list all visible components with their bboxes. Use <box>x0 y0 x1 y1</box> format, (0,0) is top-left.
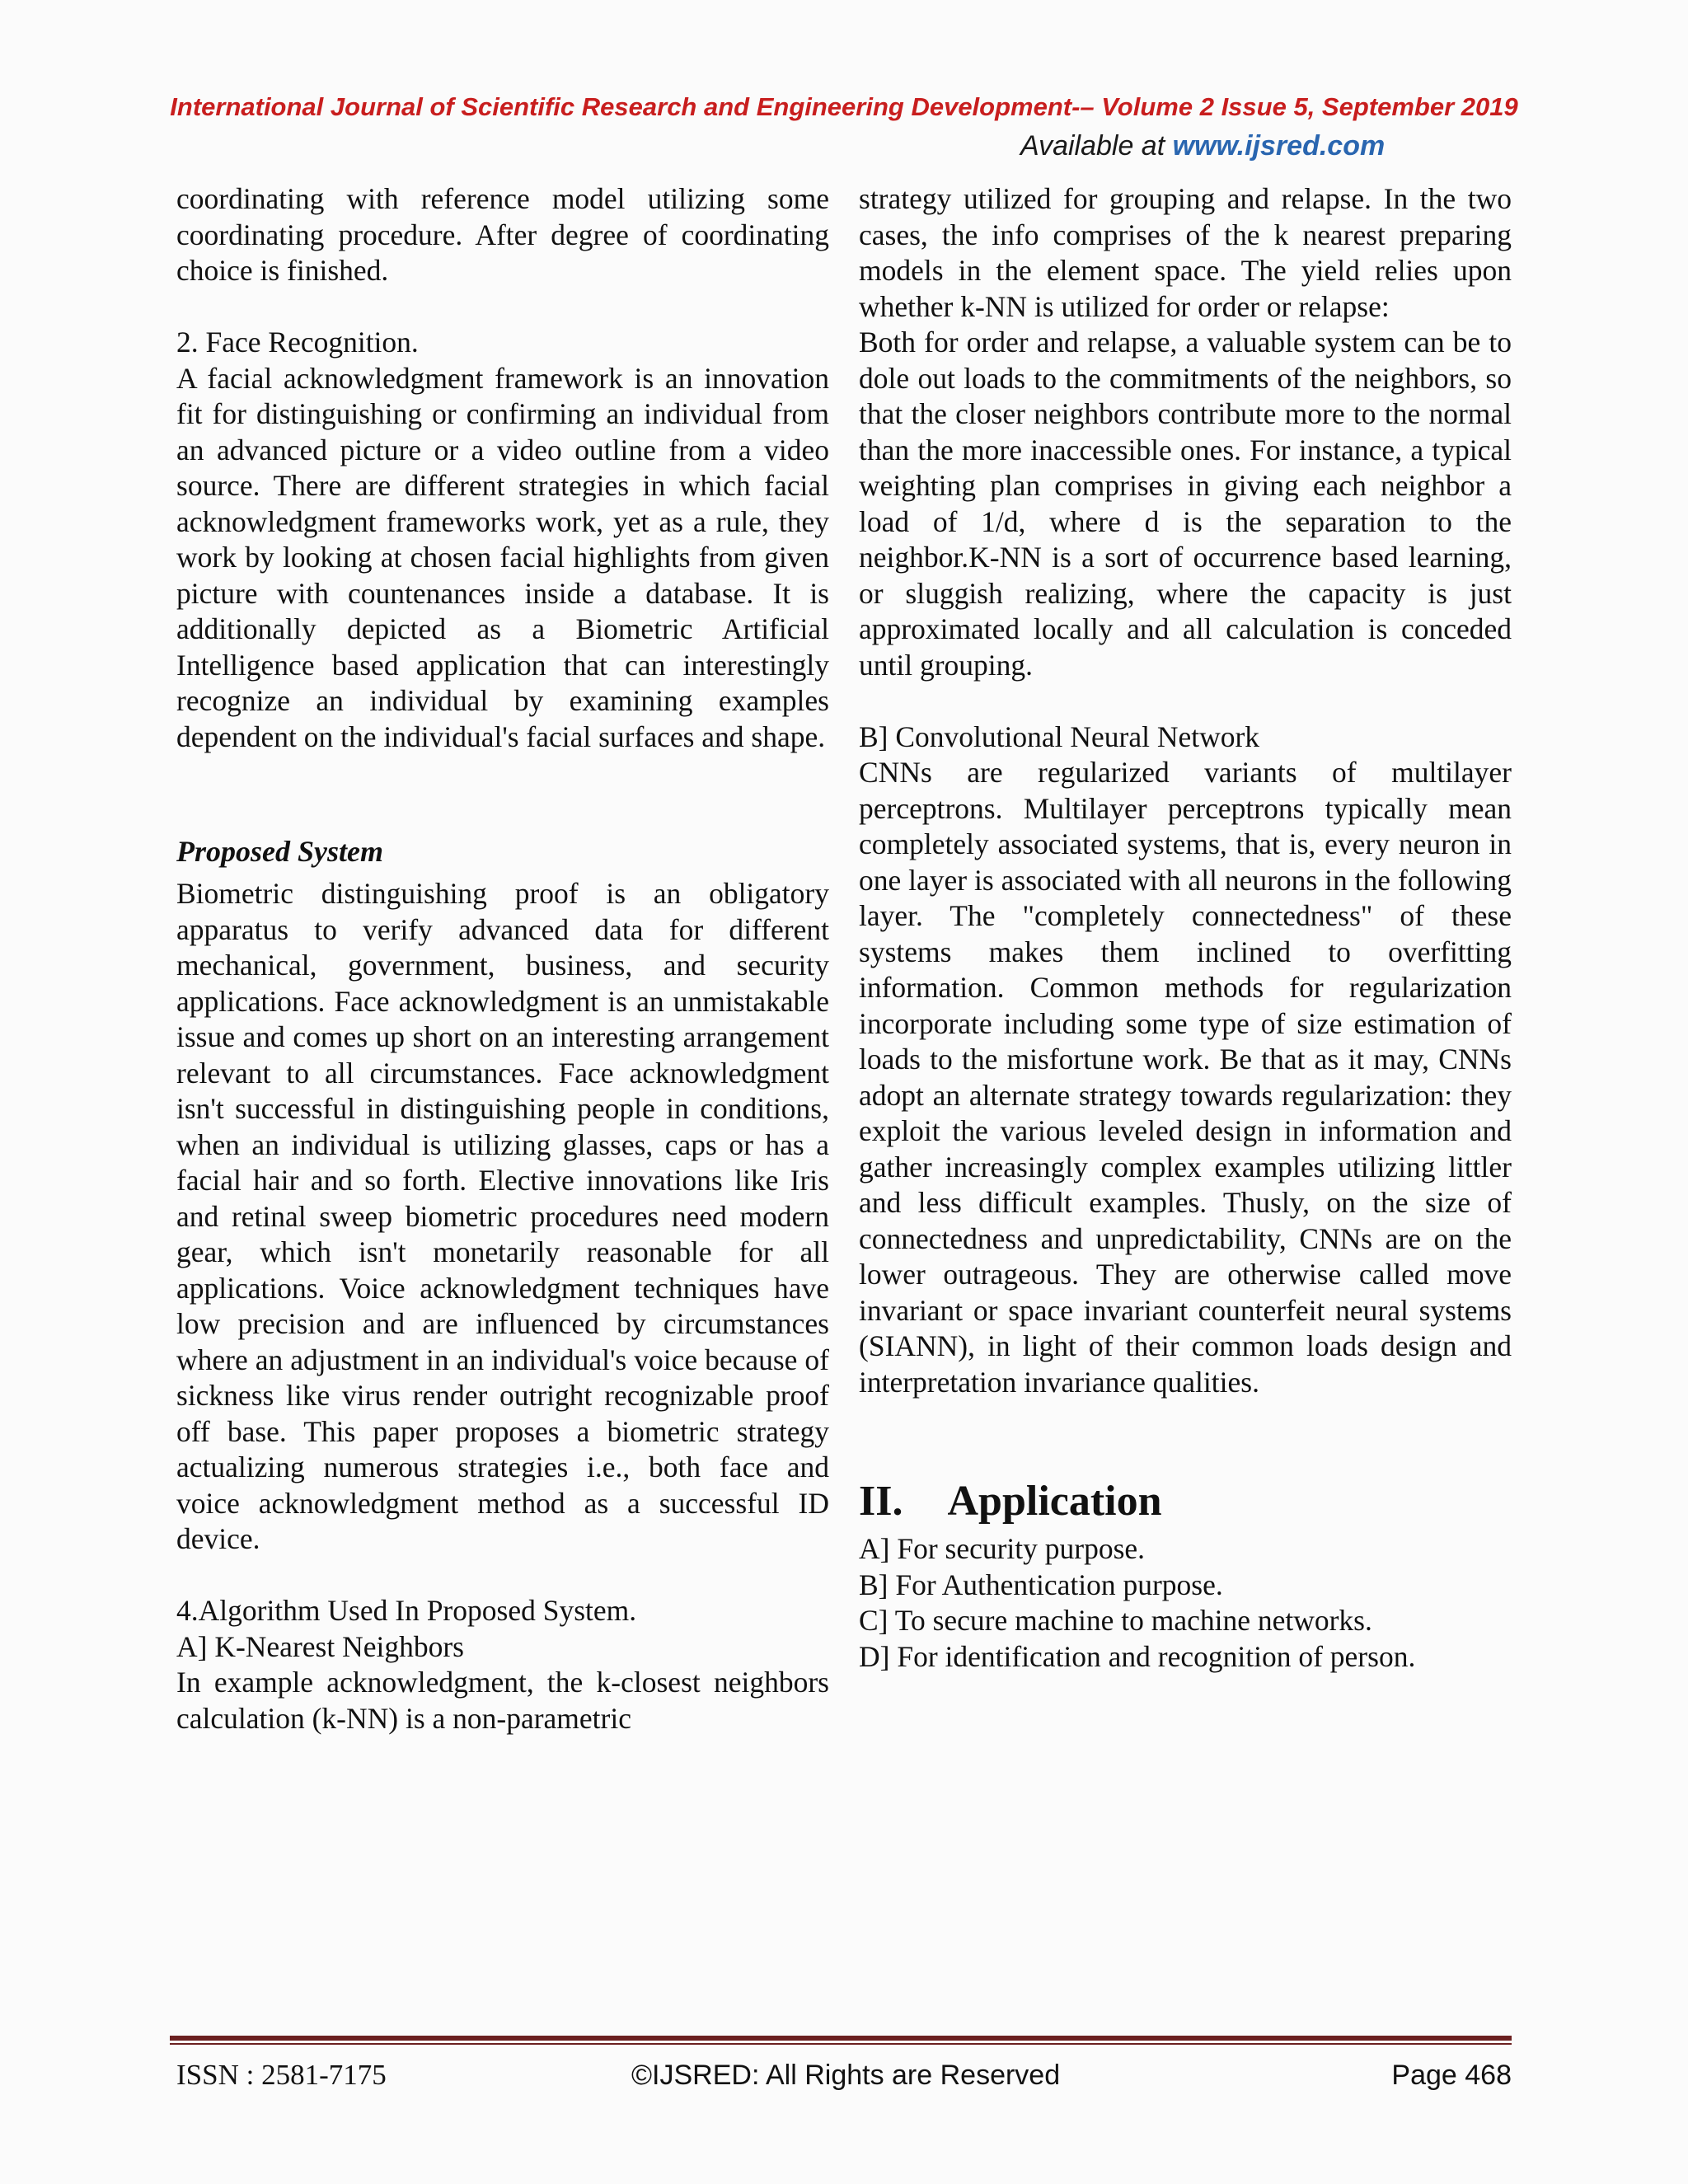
face-recognition-paragraph: A facial acknowledgment framework is an innovation fit for distinguishing or confirming an individual from an advanced picture or a video outline from a video source. There are different strategies in which facial acknowledgment frameworks work, yet as a rule, they work by looking at chosen facial highlights from given picture with countenances inside a database. It is additionally depicted as a Biometric Artificial Intelligence based application that can interestingly recognize an individual by examining examples dependent on the individual's facial surfaces and shape. <box>176 361 829 753</box>
application-list-item: B] For Authentication purpose. <box>859 1568 1223 1601</box>
left-column <box>176 181 829 1736</box>
application-list-item: A] For security purpose. <box>859 1532 1146 1565</box>
footer-copyright: ©IJSRED: All Rights are Reserved <box>631 2060 1061 2091</box>
cnn-heading: B] Convolutional Neural Network <box>859 719 1260 753</box>
knn-continued-paragraph: strategy utilized for grouping and relapse. In the two cases, the info comprises of the k nearest preparing models in the element space. The yield relies upon whether k-NN is utilized for order or relapse: <box>859 182 1512 323</box>
proposed-system-paragraph: Biometric distinguishing proof is an obligatory apparatus to verify advanced data for different mechanical, government, business, and security applications. Face acknowledgment is an unmistakable issue and comes up short on an interesting arrangement relevant to all circumstances. Face acknowledgment isn't successful in distinguishing people in conditions, when an individual is utilizing glasses, caps or has a facial hair and so forth. Elective innovations like Iris and retinal sweep biometric procedures need modern gear, which isn't monetarily reasonable for all applications. Voice acknowledgment techniques have low precision and are influenced by circumstances where an adjustment in an individual's voice because of sickness like virus render outright recognizable proof off base. This paper proposes a biometric strategy actualizing numerous strategies i.e., both face and voice acknowledgment method as a successful ID device. <box>176 877 829 1555</box>
proposed-system-heading: Proposed System <box>176 835 383 868</box>
knn-heading: A] K-Nearest Neighbors <box>176 1629 464 1663</box>
paragraph-matching: coordinating with reference model utilizing some coordinating procedure. After degree of coordinating choice is finished. <box>176 182 829 287</box>
journal-header: International Journal of Scientific Research and Engineering Development-– Volume 2 Issue 5, September 2019 <box>170 92 1518 121</box>
algorithm-heading: 4.Algorithm Used In Proposed System. <box>176 1594 637 1627</box>
application-heading <box>859 1472 1512 1531</box>
footer-page-number: Page 468 <box>1391 2060 1512 2091</box>
knn-weighting-paragraph: Both for order and relapse, a valuable system can be to dole out loads to the commitments of the neighbors, so that the closer neighbors contribute more to the normal than the more inaccessible ones. For instance, a typical weighting plan comprises in giving each neighbor a load of 1/d, where d is the separation to the neighbor.K-NN is a sort of occurrence based learning, or sluggish realizing, where the capacity is just approximated locally and all calculation is conceded until grouping. <box>859 326 1512 682</box>
application-section-title: Application <box>947 1478 1162 1525</box>
footer-rule-thick <box>170 2036 1512 2041</box>
journal-url-link[interactable]: www.ijsred.com <box>1172 130 1386 162</box>
availability-line <box>1020 130 1680 162</box>
face-recognition-heading: 2. Face Recognition. <box>176 326 419 359</box>
knn-paragraph: In example acknowledgment, the k-closest neighbors calculation (k-NN) is a non-parametric <box>176 1666 829 1735</box>
right-column <box>859 181 1512 1675</box>
application-list-item: C] To secure machine to machine networks. <box>859 1604 1372 1637</box>
application-section-number: II. <box>859 1478 903 1525</box>
available-prefix: Available at <box>1020 130 1173 162</box>
footer-issn: ISSN : 2581-7175 <box>176 2059 387 2091</box>
cnn-paragraph: CNNs are regularized variants of multilayer perceptrons. Multilayer perceptrons typically mean completely associated systems, that is, every neuron in one layer is associated with all neurons in the following layer. The "completely connectedness" of these systems makes them inclined to overfitting information. Common methods for regularization incorporate including some type of size estimation of loads to the misfortune work. Be that as it may, CNNs adopt an alternate strategy towards regularization: they exploit the various leveled design in information and gather increasingly complex examples utilizing littler and less difficult examples. Thusly, on the size of connectedness and unpredictability, CNNs are on the lower outrageous. They are otherwise called move invariant or space invariant counterfeit neural systems (SIANN), in light of their common loads design and interpretation invariance qualities. <box>859 756 1512 1399</box>
application-list-item: D] For identification and recognition of person. <box>859 1639 1416 1673</box>
footer-rule-thin <box>170 2043 1512 2045</box>
